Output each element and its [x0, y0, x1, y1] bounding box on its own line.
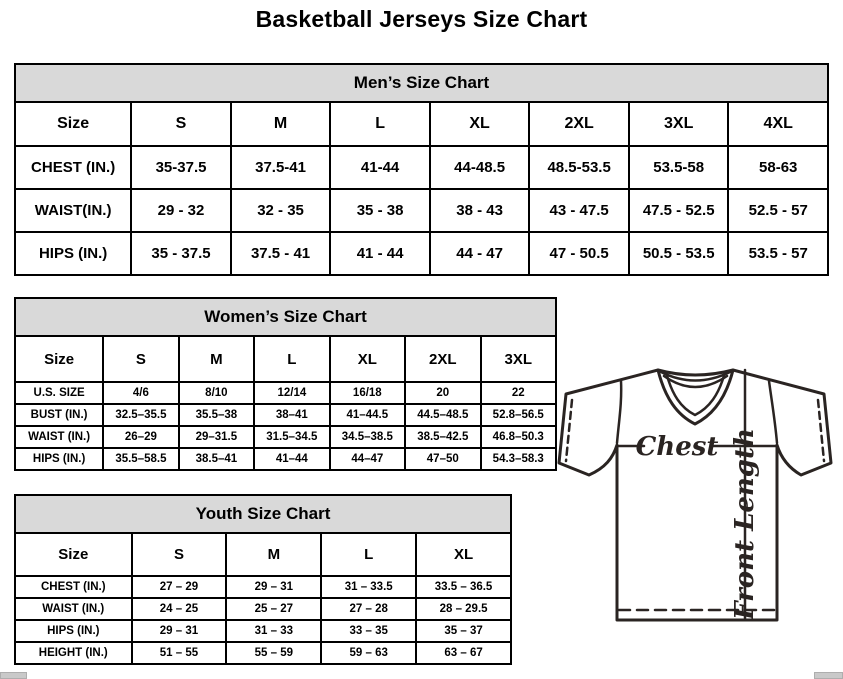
mens-size-chart	[14, 63, 829, 276]
size-value-cell: 35 - 37.5	[131, 232, 231, 275]
column-header: XL	[430, 102, 530, 146]
size-value-cell: 22	[481, 382, 556, 404]
table-row	[15, 576, 511, 598]
size-value-cell: 54.3–58.3	[481, 448, 556, 470]
column-header: 4XL	[728, 102, 828, 146]
table-row	[15, 642, 511, 664]
mens-chart-caption: Men’s Size Chart	[14, 63, 829, 103]
column-header: Size	[15, 533, 132, 576]
size-value-cell: 27 – 29	[132, 576, 227, 598]
size-value-cell: 41–44	[254, 448, 329, 470]
size-value-cell: 41-44	[330, 146, 430, 189]
womens-chart-caption: Women’s Size Chart	[14, 297, 557, 337]
column-header: 2XL	[405, 336, 480, 382]
size-value-cell: 4/6	[103, 382, 178, 404]
column-header: XL	[330, 336, 405, 382]
size-value-cell: 53.5 - 57	[728, 232, 828, 275]
column-header: S	[131, 102, 231, 146]
column-header: M	[179, 336, 254, 382]
size-value-cell: 33 – 35	[321, 620, 416, 642]
chest-label: Chest	[635, 432, 719, 462]
size-value-cell: 34.5–38.5	[330, 426, 405, 448]
size-value-cell: 38 - 43	[430, 189, 530, 232]
size-value-cell: 29–31.5	[179, 426, 254, 448]
size-value-cell: 51 – 55	[132, 642, 227, 664]
header-row	[15, 336, 556, 382]
row-label: WAIST (IN.)	[15, 598, 132, 620]
size-value-cell: 53.5-58	[629, 146, 729, 189]
size-value-cell: 55 – 59	[226, 642, 321, 664]
size-value-cell: 29 – 31	[226, 576, 321, 598]
column-header: 3XL	[629, 102, 729, 146]
table-row	[15, 404, 556, 426]
column-header: L	[321, 533, 416, 576]
size-value-cell: 28 – 29.5	[416, 598, 511, 620]
size-value-cell: 12/14	[254, 382, 329, 404]
size-value-cell: 29 - 32	[131, 189, 231, 232]
scrollbar-button-right[interactable]	[814, 672, 843, 679]
youth-size-table	[14, 532, 512, 665]
row-label: WAIST(IN.)	[15, 189, 131, 232]
womens-size-chart	[14, 297, 557, 471]
size-value-cell: 31.5–34.5	[254, 426, 329, 448]
size-value-cell: 35.5–58.5	[103, 448, 178, 470]
size-value-cell: 38.5–41	[179, 448, 254, 470]
size-value-cell: 38–41	[254, 404, 329, 426]
size-value-cell: 44–47	[330, 448, 405, 470]
column-header: 2XL	[529, 102, 629, 146]
size-value-cell: 52.8–56.5	[481, 404, 556, 426]
size-value-cell: 32.5–35.5	[103, 404, 178, 426]
size-value-cell: 41–44.5	[330, 404, 405, 426]
size-value-cell: 38.5–42.5	[405, 426, 480, 448]
size-value-cell: 44 - 47	[430, 232, 530, 275]
column-header: S	[103, 336, 178, 382]
size-value-cell: 32 - 35	[231, 189, 331, 232]
table-row	[15, 382, 556, 404]
size-value-cell: 63 – 67	[416, 642, 511, 664]
size-value-cell: 37.5 - 41	[231, 232, 331, 275]
size-value-cell: 43 - 47.5	[529, 189, 629, 232]
table-row	[15, 189, 828, 232]
header-row	[15, 533, 511, 576]
row-label: BUST (IN.)	[15, 404, 103, 426]
size-value-cell: 20	[405, 382, 480, 404]
column-header: Size	[15, 102, 131, 146]
row-label: HEIGHT (IN.)	[15, 642, 132, 664]
row-label: WAIST (IN.)	[15, 426, 103, 448]
size-value-cell: 44-48.5	[430, 146, 530, 189]
scrollbar-button-left[interactable]	[0, 672, 27, 679]
column-header: L	[254, 336, 329, 382]
size-value-cell: 8/10	[179, 382, 254, 404]
size-value-cell: 33.5 – 36.5	[416, 576, 511, 598]
table-row	[15, 232, 828, 275]
size-value-cell: 58-63	[728, 146, 828, 189]
column-header: XL	[416, 533, 511, 576]
size-value-cell: 47–50	[405, 448, 480, 470]
womens-size-table	[14, 335, 557, 471]
jersey-measurement-diagram	[555, 358, 835, 634]
row-label: CHEST (IN.)	[15, 576, 132, 598]
column-header: S	[132, 533, 227, 576]
table-row	[15, 620, 511, 642]
size-value-cell: 35 – 37	[416, 620, 511, 642]
column-header: L	[330, 102, 430, 146]
column-header: M	[231, 102, 331, 146]
size-value-cell: 37.5-41	[231, 146, 331, 189]
size-value-cell: 41 - 44	[330, 232, 430, 275]
size-value-cell: 50.5 - 53.5	[629, 232, 729, 275]
row-label: HIPS (IN.)	[15, 620, 132, 642]
size-value-cell: 27 – 28	[321, 598, 416, 620]
size-value-cell: 46.8–50.3	[481, 426, 556, 448]
page-title: Basketball Jerseys Size Chart	[255, 6, 588, 32]
row-label: HIPS (IN.)	[15, 448, 103, 470]
size-value-cell: 47 - 50.5	[529, 232, 629, 275]
row-label: HIPS (IN.)	[15, 232, 131, 275]
column-header: 3XL	[481, 336, 556, 382]
column-header: M	[226, 533, 321, 576]
size-value-cell: 47.5 - 52.5	[629, 189, 729, 232]
youth-chart-caption: Youth Size Chart	[14, 494, 512, 534]
table-row	[15, 448, 556, 470]
size-value-cell: 35-37.5	[131, 146, 231, 189]
row-label: CHEST (IN.)	[15, 146, 131, 189]
size-value-cell: 31 – 33.5	[321, 576, 416, 598]
size-value-cell: 25 – 27	[226, 598, 321, 620]
size-value-cell: 35 - 38	[330, 189, 430, 232]
header-row	[15, 102, 828, 146]
size-value-cell: 16/18	[330, 382, 405, 404]
front-length-label: Front Length	[730, 428, 760, 620]
size-value-cell: 31 – 33	[226, 620, 321, 642]
jersey-outline	[559, 370, 831, 620]
table-row	[15, 426, 556, 448]
size-value-cell: 48.5-53.5	[529, 146, 629, 189]
size-value-cell: 26–29	[103, 426, 178, 448]
table-row	[15, 598, 511, 620]
table-row	[15, 146, 828, 189]
size-value-cell: 29 – 31	[132, 620, 227, 642]
size-value-cell: 52.5 - 57	[728, 189, 828, 232]
row-label: U.S. SIZE	[15, 382, 103, 404]
youth-size-chart	[14, 494, 512, 665]
column-header: Size	[15, 336, 103, 382]
size-value-cell: 35.5–38	[179, 404, 254, 426]
size-value-cell: 44.5–48.5	[405, 404, 480, 426]
mens-size-table	[14, 101, 829, 276]
size-value-cell: 59 – 63	[321, 642, 416, 664]
size-value-cell: 24 – 25	[132, 598, 227, 620]
